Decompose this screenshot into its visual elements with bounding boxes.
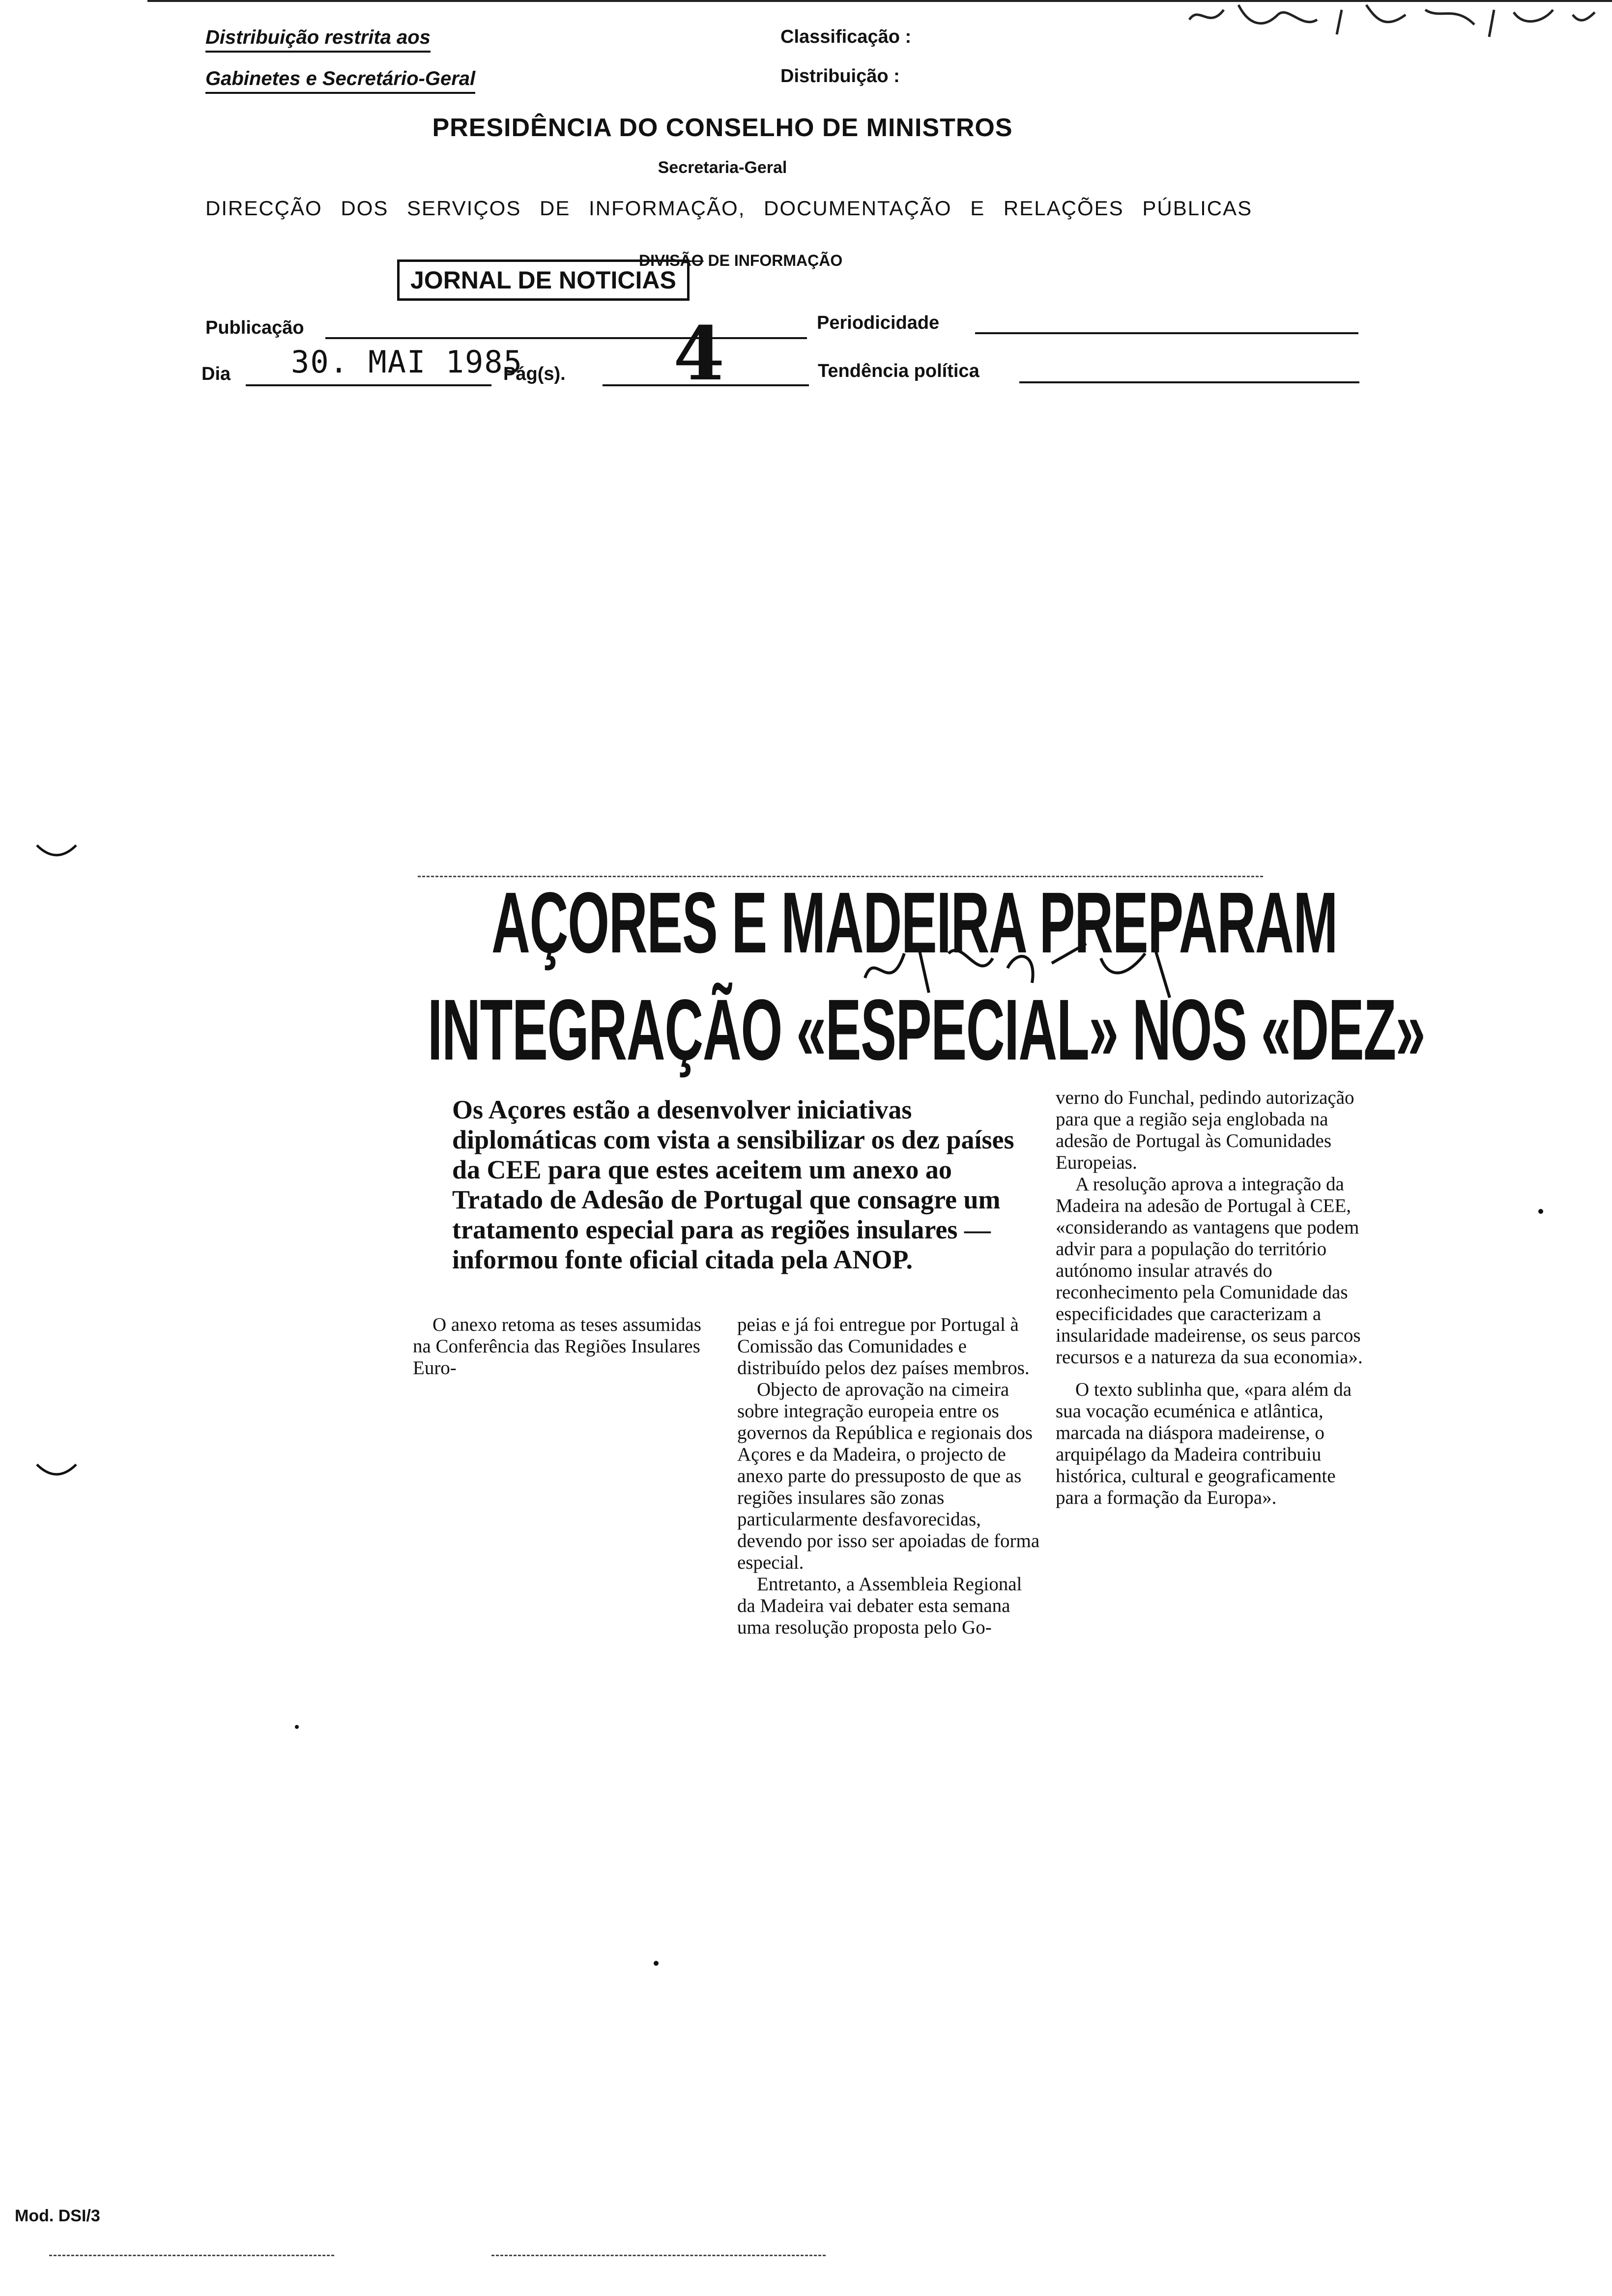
handwritten-annotation bbox=[855, 919, 1199, 1017]
footer-dash bbox=[49, 2255, 334, 2256]
speck bbox=[654, 1961, 659, 1966]
tendencia-line bbox=[1019, 381, 1359, 383]
date-stamp: 30. MAI 1985 bbox=[291, 344, 523, 380]
speck bbox=[295, 1725, 299, 1729]
punch-mark-icon bbox=[34, 1455, 79, 1484]
article-column-3 bbox=[1056, 1087, 1370, 1509]
distribuicao-label: Distribuição : bbox=[780, 66, 900, 86]
publication-stamp: JORNAL DE NOTICIAS bbox=[397, 259, 690, 301]
publicacao-line bbox=[325, 337, 807, 339]
article-column-1 bbox=[413, 1314, 708, 1379]
form-model-code: Mod. DSI/3 bbox=[15, 2207, 100, 2225]
column-1-paragraph: O anexo retoma as teses assumidas na Conferência das Regiões Insulares Euro- bbox=[413, 1314, 701, 1378]
restricted-distribution-line2: Gabinetes e Secretário-Geral bbox=[205, 68, 475, 94]
column-3-paragraph-2: A resolução aprova a integração da Madeira na adesão de Portugal à CEE, «considerando as vantagens que podem advir para a população do território autónomo insular através do reconhecimento pela Comunidade das especificidades que caracterizam a insularidade madeirense, os seus parcos recursos e a natureza da sua economia». bbox=[1056, 1174, 1363, 1368]
restricted-distribution-line1: Distribuição restrita aos bbox=[205, 27, 431, 53]
ministry-title: PRESIDÊNCIA DO CONSELHO DE MINISTROS bbox=[432, 114, 1013, 142]
secretaria-subtitle: Secretaria-Geral bbox=[658, 158, 787, 177]
column-3-paragraph-3: O texto sublinha que, «para além da sua vocação ecuménica e atlântica, marcada na diáspora madeirense, o arquipélago da Madeira contribuiu histórica, cultural e geograficamente para a formação da Europa». bbox=[1056, 1379, 1352, 1508]
periodicidade-label: Periodicidade bbox=[817, 313, 940, 333]
periodicidade-line bbox=[975, 332, 1358, 334]
directorate-title: DIRECÇÃO DOS SERVIÇOS DE INFORMAÇÃO, DOCUMENTAÇÃO E RELAÇÕES PÚBLICAS bbox=[205, 197, 1253, 220]
headline-line1: AÇORES E MADEIRA PREPARAM bbox=[491, 875, 1338, 971]
column-2-paragraph-2: Objecto de aprovação na cimeira sobre integração europeia entre os governos da República e regionais dos Açores e da Madeira, o projecto de anexo parte do pressuposto de que as regiões insulares são zonas particularmente desfavorecidas, devendo por isso ser apoiadas de forma especial. bbox=[737, 1379, 1040, 1573]
handwritten-reference-mark bbox=[1180, 0, 1612, 44]
column-2-paragraph-1: peias e já foi entregue por Portugal à Comissão das Comunidades e distribuído pelos dez países membros. bbox=[737, 1314, 1030, 1378]
article-column-2 bbox=[737, 1314, 1042, 1638]
page-number-handwritten: 4 bbox=[673, 311, 725, 397]
headline-line2: INTEGRAÇÃO «ESPECIAL» NOS «DEZ» bbox=[428, 982, 1425, 1078]
speck bbox=[1538, 1209, 1543, 1214]
column-3-paragraph-1: verno do Funchal, pedindo autorização para que a região seja englobada na adesão de Portugal às Comunidades Europeias. bbox=[1056, 1087, 1354, 1173]
article-lede: Os Açores estão a desenvolver iniciativas diplomáticas com vista a sensibilizar os dez países da CEE para que estes aceitem um anexo ao Tratado de Adesão de Portugal que consagre um tratamento especial para as regiões insulares — informou fonte oficial citada pela ANOP. bbox=[452, 1095, 1014, 1274]
column-2-paragraph-3: Entretanto, a Assembleia Regional da Madeira vai debater esta semana uma resolução proposta pelo Go- bbox=[737, 1574, 1022, 1638]
publicacao-label: Publicação bbox=[205, 317, 304, 338]
dia-label: Dia bbox=[202, 364, 231, 384]
dia-line bbox=[246, 384, 491, 386]
classificacao-label: Classificação : bbox=[780, 27, 912, 47]
punch-mark-icon bbox=[34, 835, 79, 865]
pags-label: Pág(s). bbox=[503, 364, 566, 384]
tendencia-label: Tendência política bbox=[818, 361, 979, 381]
division-struck: DIVISÃO bbox=[639, 252, 704, 269]
division-rest: DE INFORMAÇÃO bbox=[708, 252, 843, 269]
footer-dash bbox=[491, 2255, 826, 2256]
